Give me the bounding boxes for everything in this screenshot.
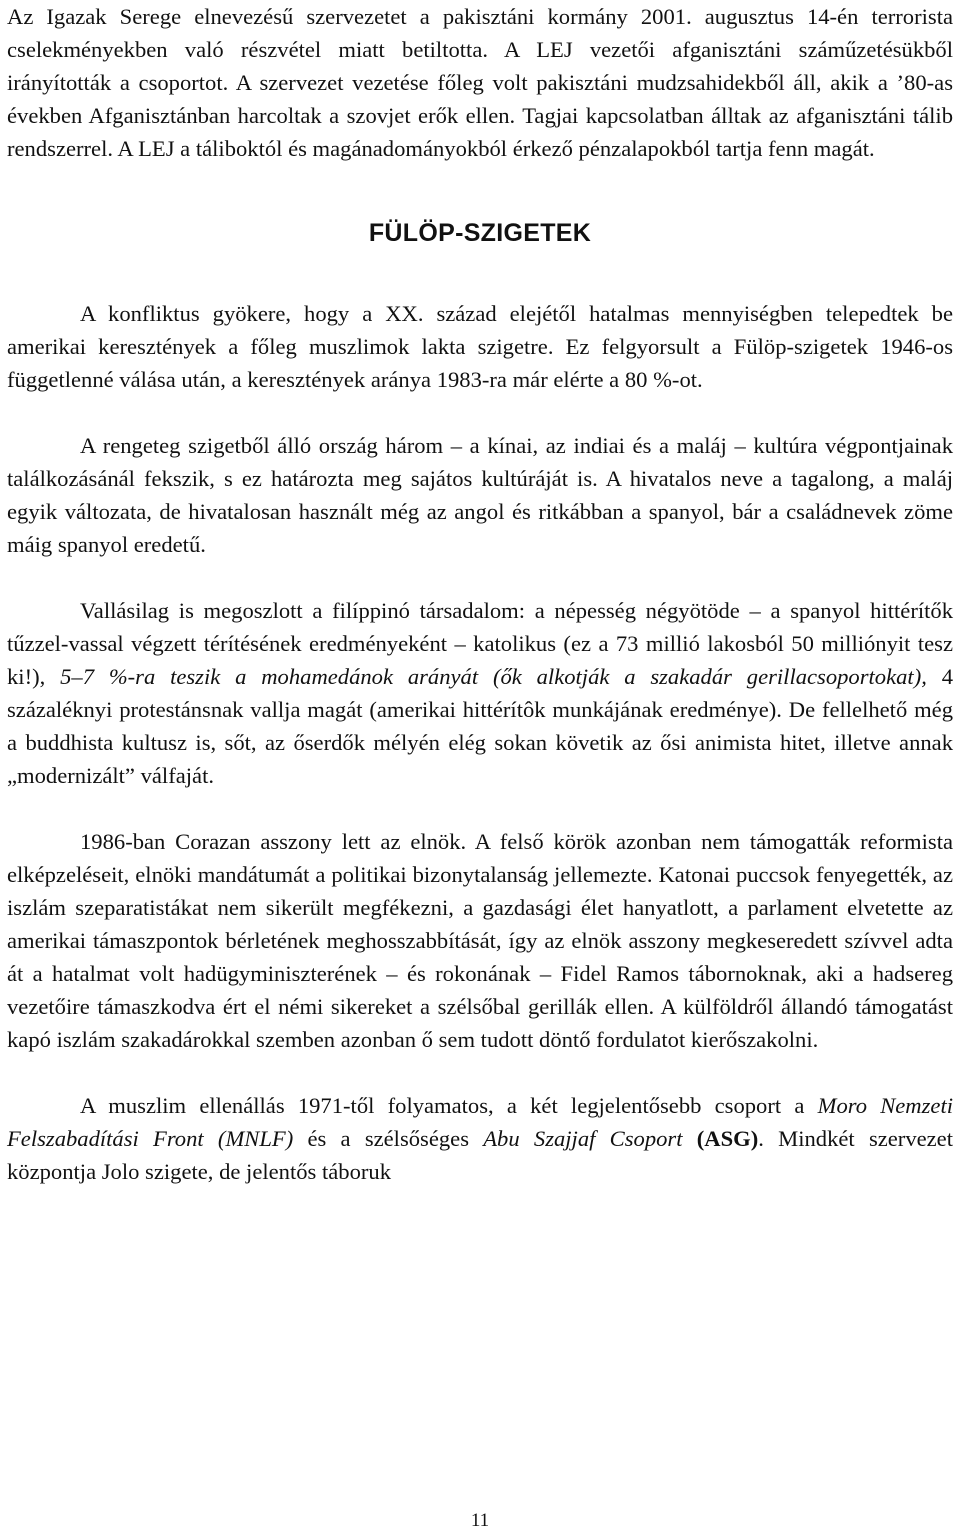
paragraph-6-bold: (ASG) xyxy=(696,1126,759,1151)
document-page xyxy=(7,0,953,1188)
page-number: 11 xyxy=(470,1510,490,1531)
paragraph-1: Az Igazak Serege elnevezésű szervezetet a pakisztáni kormány 2001. augusztus 14-én terrorista cselekményekben való részvétel miatt betiltotta. A LEJ vezetői afganisztáni száműzetésükből irányították a csoportot. A szervezet vezetése főleg volt pakisztáni mudzsahidekből áll, akik a ’80-as években Afganisztánban harcoltak a szovjet erők ellen. Tagjai kapcsolatban álltak az afganisztáni tálib rendszerrel. A LEJ a táliboktól és magánadományokból érkező pénzalapokból tartja fenn magát. xyxy=(7,4,953,161)
paragraph-3: A rengeteg szigetből álló ország három – a kínai, az indiai és a maláj – kultúra végpontjainak találkozásánál fekszik, s ez határozta meg sajátos kultúráját is. A hivatalos neve a tagalong, a maláj egyik változata, de hivatalosan használt még az angol és ritkábban a spanyol, bár a családnevek zöme máig spanyol eredetű. xyxy=(7,433,953,557)
spacer xyxy=(7,1056,953,1089)
paragraph-2: A konfliktus gyökere, hogy a XX. század elejétől hatalmas mennyiségben telepedtek be amerikai keresztények a főleg muszlimok lakta szigetre. Ez felgyorsult a Fülöp-szigetek 1946-os függetlenné válása után, a keresztények aránya 1983-ra már elérte a 80 %-ot. xyxy=(7,301,953,392)
paragraph-6-italic-2: Abu Szajjaf Csoport xyxy=(483,1126,683,1151)
spacer xyxy=(7,250,953,297)
paragraph-4-text-b: 4 százaléknyi protestánsnak vallja magát (amerikai hittérítôk munkájának eredménye). De fellelhető még a buddhista kultusz is, sőt, az őserdők mélyén elég sokan követik az ősi animista hitet, illetve annak „modernizált” válfaját. xyxy=(7,664,953,788)
paragraph-6 xyxy=(7,1089,953,1188)
spacer xyxy=(7,165,953,217)
spacer xyxy=(7,792,953,825)
paragraph-6-text-c xyxy=(682,1126,696,1151)
paragraph-4-italic: 5–7 %-ra teszik a mohamedánok arányát (ők alkotják a szakadár gerillacsoportokat), xyxy=(60,664,927,689)
paragraph-4-text-a: Vallásilag is megoszlott a filíppinó társadalom: a népesség négyötöde – a spanyol hittérítők tűzzel-vassal végzett térítésének eredményeként – katolikus (ez a 73 millió lakosból 50 milliónyit tesz ki!), xyxy=(7,598,953,689)
paragraph-4 xyxy=(7,594,953,792)
paragraph-6-italic-1: Moro Nemzeti Felszabadítási Front (MNLF) xyxy=(7,1093,953,1151)
paragraph-6-text-d: . Mindkét szervezet központja Jolo szigete, de jelentős táboruk xyxy=(7,1126,953,1184)
spacer xyxy=(7,561,953,594)
paragraph-6-text-a: A muszlim ellenállás 1971-től folyamatos, a két legjelentősebb csoport a xyxy=(80,1093,818,1118)
spacer xyxy=(7,396,953,429)
paragraph-5: 1986-ban Corazan asszony lett az elnök. A felső körök azonban nem támogatták reformista elképzeléseit, elnöki mandátumát a politikai bizonytalanság jellemezte. Katonai puccsok fenyegették, az iszlám szeparatistákat nem sikerült megfékezni, a gazdasági élet hanyatlott, a parlament elvetette az amerikai támaszpontok bérletének meghosszabbítását, így az elnök asszony megkeseredett szívvel adta át a hatalmat volt hadügyminiszterének – és rokonának – Fidel Ramos tábornoknak, aki a hadsereg vezetőire támaszkodva ért el némi sikereket a szélsőbal gerillák ellen. A külföldről állandó támogatást kapó iszlám szakadárokkal szemben azonban ő sem tudott döntő fordulatot kierőszakolni. xyxy=(7,829,953,1052)
section-heading: FÜLÖP-SZIGETEK xyxy=(368,219,592,247)
paragraph-6-text-b: és a szélsőséges xyxy=(293,1126,484,1151)
